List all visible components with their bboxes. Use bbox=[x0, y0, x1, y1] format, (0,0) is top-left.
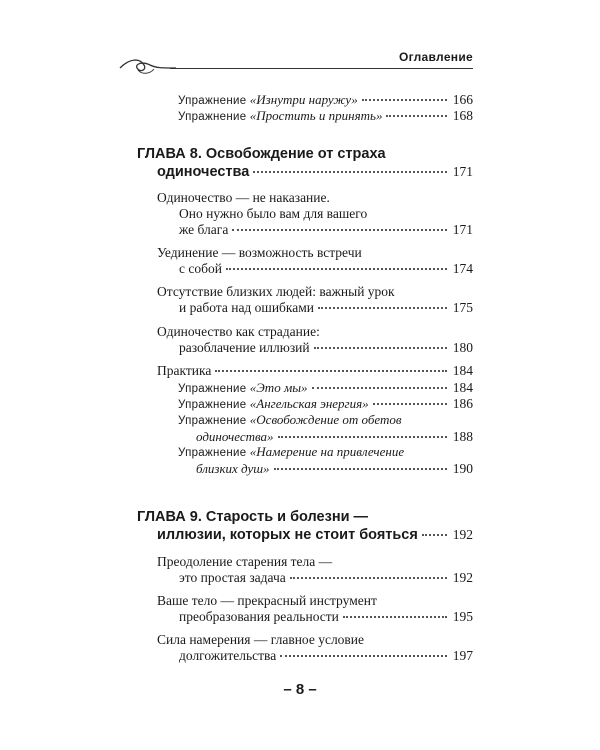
dot-leader bbox=[274, 468, 447, 470]
exercise-prefix: Упражнение bbox=[178, 111, 247, 123]
toc-entry-section[interactable] bbox=[157, 190, 473, 238]
section-line1: Преодоление старения тела — bbox=[157, 554, 333, 569]
section-line2: преобразования реальности bbox=[179, 609, 339, 624]
dot-leader bbox=[343, 616, 447, 618]
chapter-title-line1: ГЛАВА 9. Старость и болезни — bbox=[137, 509, 369, 525]
dot-leader bbox=[253, 171, 447, 173]
toc-entry-exercise[interactable] bbox=[178, 108, 473, 125]
page-number: 174 bbox=[452, 261, 473, 276]
dot-leader bbox=[314, 347, 447, 349]
toc-entry-exercise[interactable] bbox=[178, 412, 473, 445]
dot-leader bbox=[232, 229, 447, 231]
dot-leader bbox=[312, 387, 447, 389]
section-line1: Отсутствие близких людей: важный урок bbox=[157, 284, 395, 299]
section-line1: Уединение — возможность встречи bbox=[157, 245, 362, 260]
page-number: 186 bbox=[452, 396, 473, 411]
exercise-title: «Освобождение от обетов bbox=[249, 412, 402, 427]
toc-entry-section[interactable] bbox=[157, 324, 473, 356]
toc-entry-section[interactable] bbox=[157, 284, 473, 316]
exercise-prefix: Упражнение bbox=[178, 383, 247, 395]
dot-leader bbox=[215, 370, 447, 372]
exercise-title: «Изнутри наружу» bbox=[249, 92, 358, 107]
section-line2: и работа над ошибками bbox=[179, 300, 315, 315]
toc-entry-section[interactable] bbox=[157, 632, 473, 664]
chapter-title-line2: одиночества bbox=[157, 164, 250, 180]
exercise-title: «Ангельская энергия» bbox=[249, 396, 369, 411]
toc-entry-section[interactable] bbox=[157, 554, 473, 586]
section-line2: с собой bbox=[179, 261, 222, 276]
toc-entry-exercise[interactable] bbox=[178, 396, 473, 413]
section-line2: Оно нужно было вам для вашего bbox=[179, 206, 368, 221]
dot-leader bbox=[362, 99, 447, 101]
page-number: 188 bbox=[452, 429, 473, 444]
exercise-title: «Намерение на привлечение bbox=[249, 444, 405, 459]
page-number: 175 bbox=[452, 300, 473, 315]
chapter-title-line2: иллюзии, которых не стоит бояться bbox=[157, 527, 418, 543]
exercise-prefix: Упражнение bbox=[178, 447, 247, 459]
page-folio: – 8 – bbox=[283, 681, 317, 698]
page-number: 180 bbox=[452, 340, 473, 355]
section-line1: Практика bbox=[157, 363, 212, 378]
exercise-prefix: Упражнение bbox=[178, 95, 247, 107]
dot-leader bbox=[278, 436, 447, 438]
page-number: 184 bbox=[452, 380, 473, 395]
section-line1: Одиночество — не наказание. bbox=[157, 190, 330, 205]
section-line3: же блага bbox=[179, 222, 229, 237]
page-number: 171 bbox=[452, 164, 473, 179]
page-number: 166 bbox=[452, 92, 473, 107]
chapter-title-line1: ГЛАВА 8. Освобождение от страха bbox=[137, 146, 386, 162]
toc-entry-section[interactable] bbox=[157, 593, 473, 625]
dot-leader bbox=[386, 115, 447, 117]
page-number: 192 bbox=[452, 570, 473, 585]
exercise-title: «Это мы» bbox=[249, 380, 308, 395]
page-number: 171 bbox=[452, 222, 473, 237]
toc-entry-section[interactable] bbox=[157, 245, 473, 277]
toc-entry-exercise[interactable] bbox=[178, 92, 473, 109]
exercise-title: «Простить и принять» bbox=[249, 108, 383, 123]
section-line2: разоблачение иллюзий bbox=[179, 340, 310, 355]
exercise-prefix: Упражнение bbox=[178, 415, 247, 427]
toc-chapter-9[interactable] bbox=[137, 508, 473, 544]
exercise-prefix: Упражнение bbox=[178, 399, 247, 411]
exercise-title-line2: близких душ» bbox=[196, 461, 270, 476]
page-number: 192 bbox=[452, 527, 473, 542]
page-number: 195 bbox=[452, 609, 473, 624]
dot-leader bbox=[373, 403, 447, 405]
section-line2: это простая задача bbox=[179, 570, 286, 585]
toc-entry-exercise[interactable] bbox=[178, 444, 473, 477]
dot-leader bbox=[290, 577, 447, 579]
dot-leader bbox=[226, 268, 447, 270]
section-title: Оглавление bbox=[399, 50, 473, 64]
dot-leader bbox=[422, 534, 447, 536]
header-rule bbox=[170, 68, 473, 69]
page-number: 197 bbox=[452, 648, 473, 663]
toc-entry-section[interactable] bbox=[157, 363, 473, 379]
page-number: 190 bbox=[452, 461, 473, 476]
toc-chapter-8[interactable] bbox=[137, 145, 473, 181]
dot-leader bbox=[280, 655, 447, 657]
toc-entry-exercise[interactable] bbox=[178, 380, 473, 397]
section-line1: Сила намерения — главное условие bbox=[157, 632, 365, 647]
page-number: 168 bbox=[452, 108, 473, 123]
section-line1: Одиночество как страдание: bbox=[157, 324, 320, 339]
exercise-title-line2: одиночества» bbox=[196, 429, 274, 444]
section-line1: Ваше тело — прекрасный инструмент bbox=[157, 593, 377, 608]
page-number: 184 bbox=[452, 363, 473, 378]
flourish-ornament bbox=[118, 56, 178, 76]
running-header bbox=[118, 46, 473, 76]
dot-leader bbox=[318, 307, 447, 309]
section-line2: долгожительства bbox=[179, 648, 277, 663]
